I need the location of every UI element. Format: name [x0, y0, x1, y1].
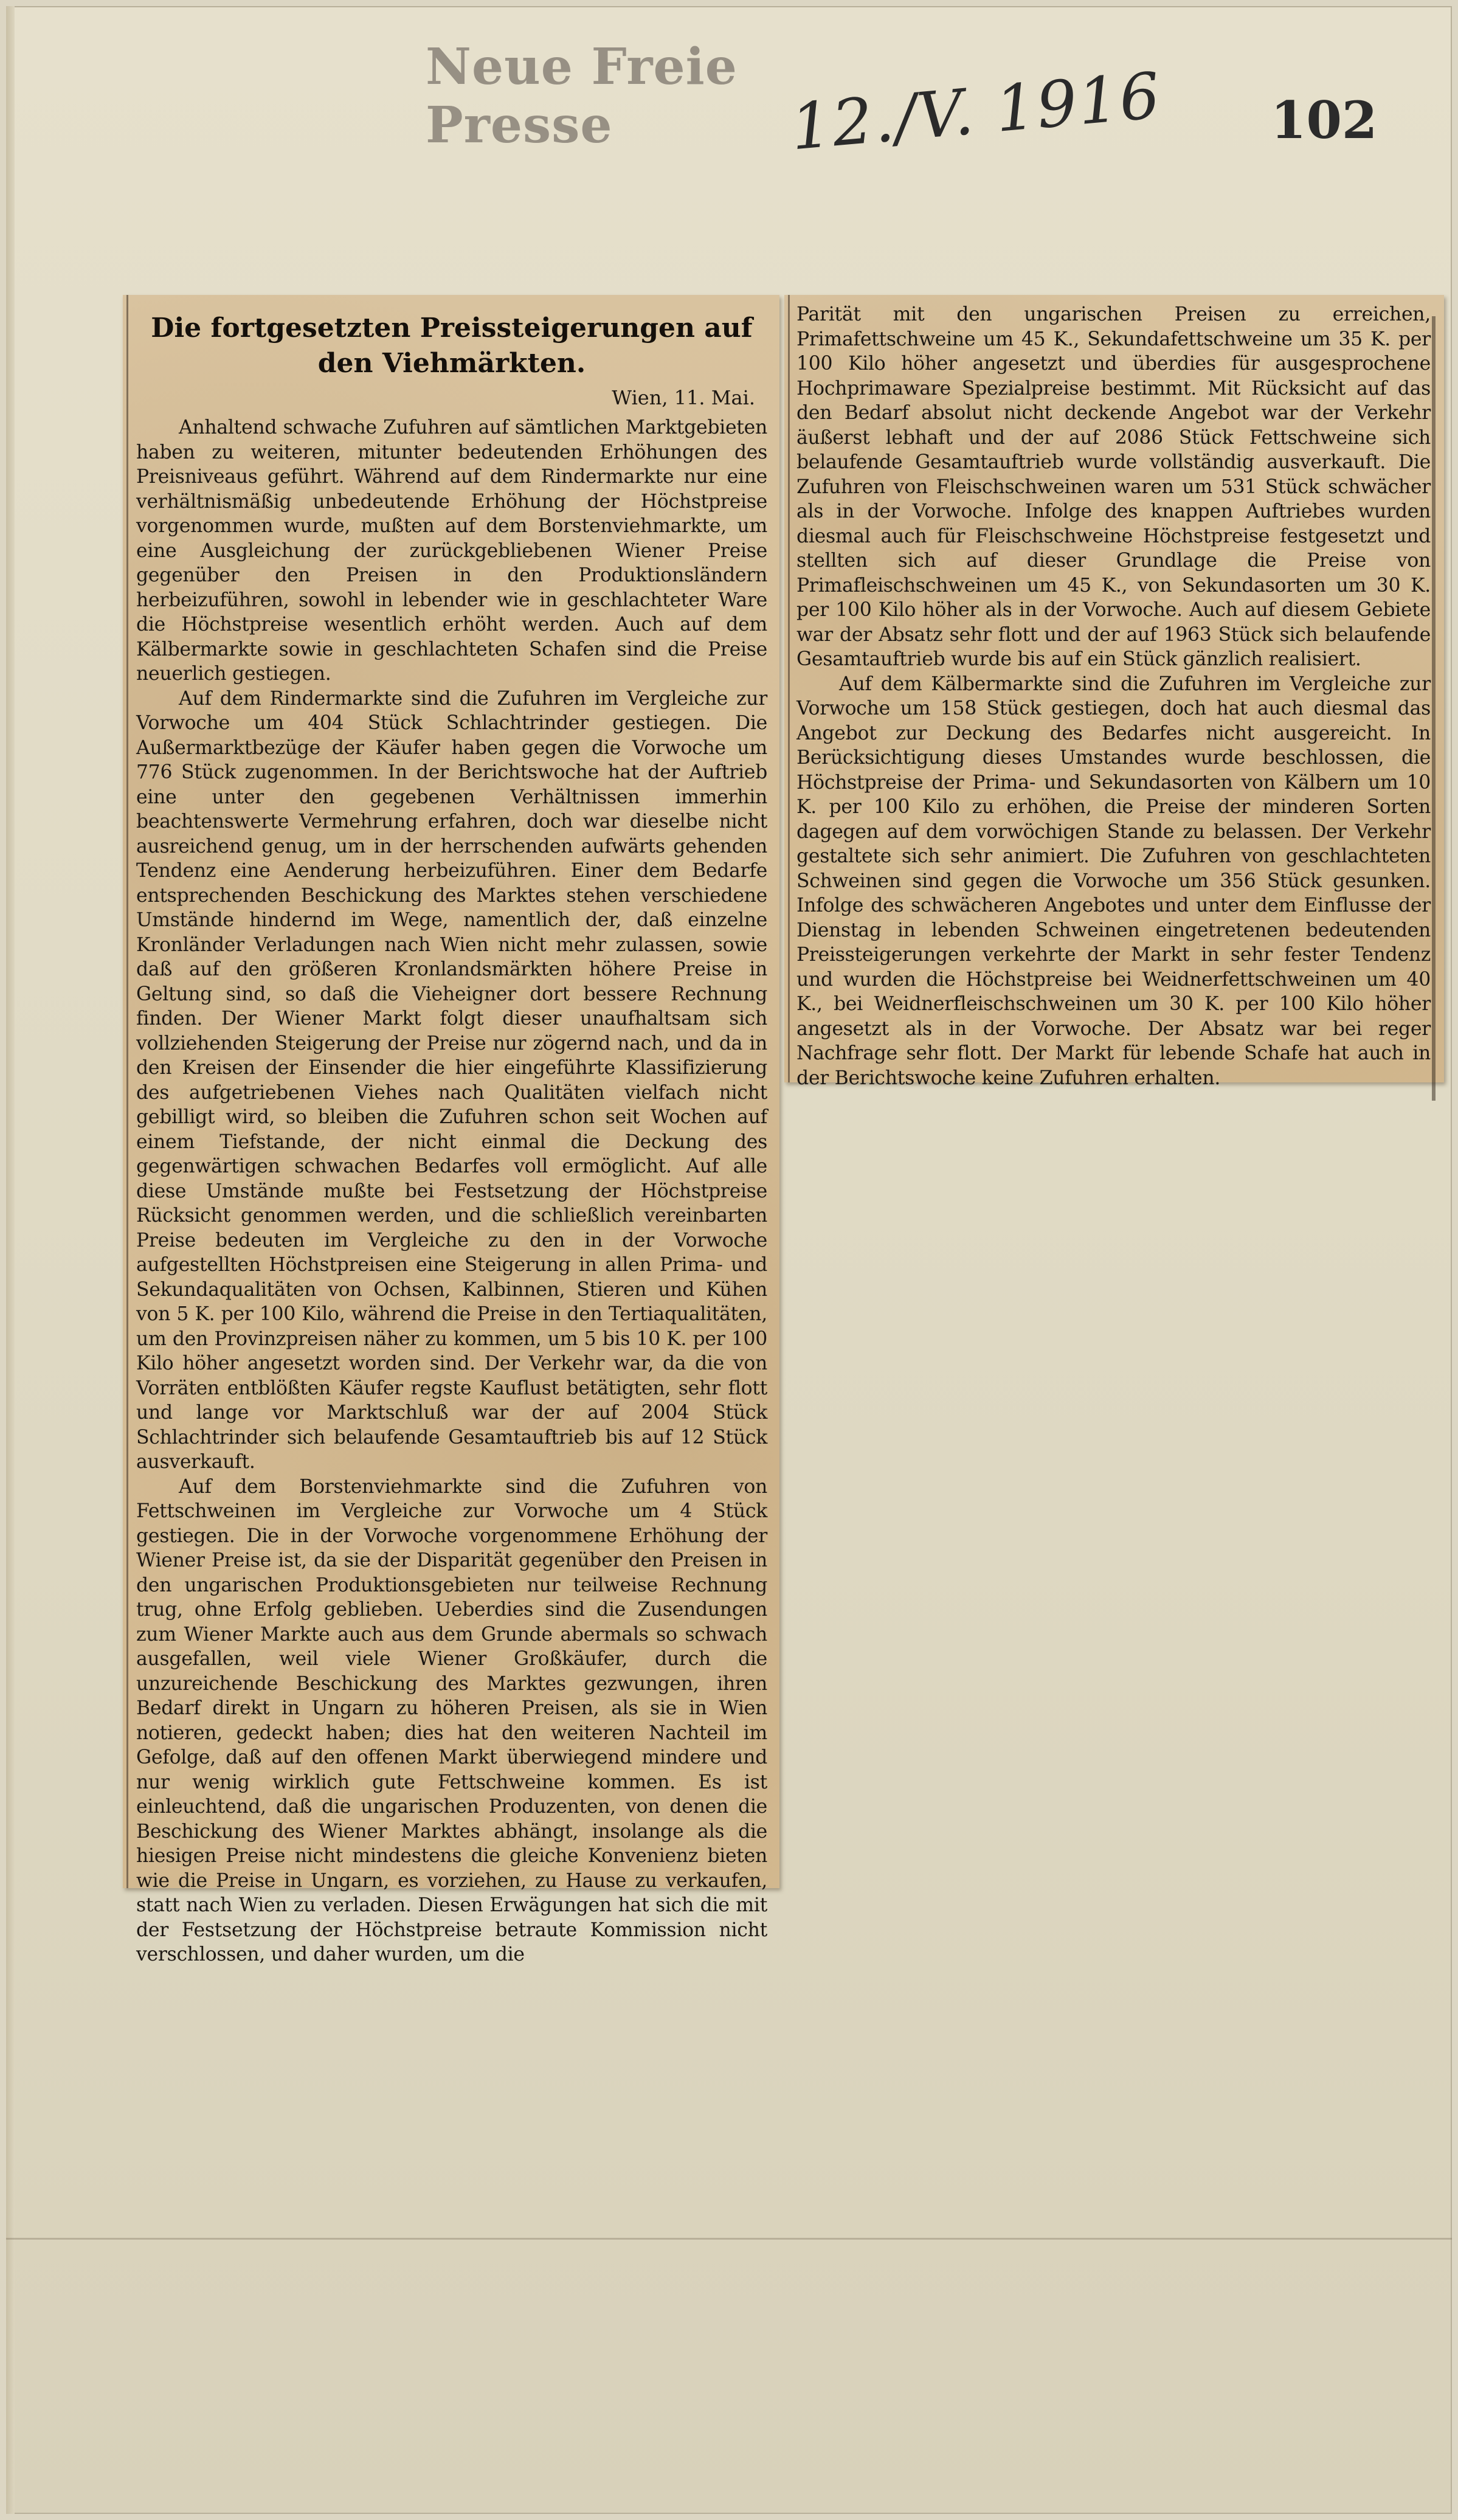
clipping-shadow-edge	[1432, 316, 1436, 1101]
article-paragraph: Auf dem Kälbermarkte sind die Zufuhren im Vergleiche zur Vorwoche um 158 Stück gestiegen, doch hat auch diesmal das Angebot zur Deckung des Bedarfes nicht ausgereicht. In Berücksichtigung dieses Umstandes wurde beschlossen, die Höchstpreise der Prima- und Sekundasorten von Kälbern um 10 K. per 100 Kilo zu erhöhen, die Preise der minderen Sorten dagegen auf dem vorwöchigen Stande zu belassen. Der Verkehr gestaltete sich sehr animiert. Die Zufuhren von geschlachteten Schweinen sind gegen die Vorwoche um 356 Stück gesunken. Infolge des schwächeren Angebotes und unter dem Einflusse der Dienstag in lebenden Schweinen eingetretenen bedeutenden Preissteigerungen verkehrte der Markt in sehr fester Tendenz und wurden die Höchstpreise bei Weidnerfettschweinen um 40 K., bei Weidnerfleischschweinen um 30 K. per 100 Kilo höher angesetzt als in der Vorwoche. Der Absatz war bei reger Nachfrage sehr flott. Der Markt für lebende Schafe hat auch in der Berichtswoche keine Zufuhren erhalten.	[796, 673, 1431, 1089]
article-paragraph: Anhaltend schwache Zufuhren auf sämtlichen Marktgebieten haben zu weiteren, mitunter bedeutenden Erhöhungen des Preisniveaus geführt. Während auf dem Rindermarkte nur eine verhältnismäßig unbedeutende Erhöhung der Höchstpreise vorgenommen wurde, mußten auf dem Borstenviehmarkte, um eine Ausgleichung der zurückgebliebenen Wiener Preise gegenüber den Preisen in den Produktionsländern herbeizuführen, sowohl in lebender wie in geschlachteter Ware die Höchstpreise wesentlich erhöht werden. Auch auf dem Kälbermarkte sowie in geschlachteten Schafen sind die Preise neuerlich gestiegen.	[136, 417, 767, 685]
newspaper-stamp: Neue Freie Presse	[426, 38, 738, 154]
board-fold-line	[6, 2238, 1452, 2240]
page-number: 102	[1271, 90, 1378, 150]
article-paragraph: Auf dem Rindermarkte sind die Zufuhren im Vergleiche zur Vorwoche um 404 Stück Schlachtrinder gestiegen. Die Außermarktbezüge der Käufer haben gegen die Vorwoche um 776 Stück zugenommen. In der Berichtswoche hat der Auftrieb eine unter den gegebenen Verhältnissen immerhin beachtenswerte Vermehrung erfahren, doch war dieselbe nicht ausreichend genug, um in der herrschenden aufwärts gehenden Tendenz eine Aenderung herbeizuführen. Einer dem Bedarfe entsprechenden Beschickung des Marktes stehen verschiedene Umstände hindernd im Wege, namentlich der, daß einzelne Kronländer Verladungen nach Wien nicht mehr zulassen, sowie daß auf den größeren Kronlandsmärkten höhere Preise in Geltung sind, so daß die Vieheigner dort bessere Rechnung finden. Der Wiener Markt folgt dieser unaufhaltsam sich vollziehenden Steigerung der Preise nur zögernd nach, und da in den Kreisen der Einsender die hier eingeführte Klassifizierung des aufgetriebenen Viehes nach Qualitäten vielfach nicht gebilligt wird, so bleiben die Zufuhren schon seit Wochen auf einem Tiefstande, der nicht einmal die Deckung des gegenwärtigen schwachen Bedarfes voll ermöglicht. Auf alle diese Umstände mußte bei Festsetzung der Höchstpreise Rücksicht genommen werden, und die schließlich vereinbarten Preise bedeuten im Vergleiche zu den in der Vorwoche aufgestellten Höchstpreisen eine Steigerung in allen Prima- und Sekundaqualitäten von Ochsen, Kalbinnen, Stieren und Kühen von 5 K. per 100 Kilo, während die Preise in den Tertiaqualitäten, um den Provinzpreisen näher zu kommen, um 5 bis 10 K. per 100 Kilo höher angesetzt worden sind. Der Verkehr war, da die von Vorräten entblößten Käufer regste Kauflust betätigten, sehr flott und lange vor Marktschluß war der auf 2004 Stück Schlachtrinder sich belaufende Gesamtauftrieb bis auf 12 Stück ausverkauft.	[136, 687, 767, 1473]
article-paragraph: Auf dem Borstenviehmarkte sind die Zufuhren von Fettschweinen im Vergleiche zur Vorwoche um 4 Stück gestiegen. Die in der Vorwoche vorgenommene Erhöhung der Wiener Preise ist, da sie der Disparität gegenüber den Preisen in den ungarischen Produktionsgebieten nur teilweise Rechnung trug, ohne Erfolg geblieben. Ueberdies sind die Zusendungen zum Wiener Markte auch aus dem Grunde abermals so schwach ausgefallen, weil viele Wiener Großkäufer, durch die unzureichende Beschickung des Marktes gezwungen, ihren Bedarf direkt in Ungarn zu höheren Preisen, als sie in Wien notieren, gedeckt haben; dies hat den weiteren Nachteil im Gefolge, daß auf den offenen Markt überwiegend mindere und nur wenig wirklich gute Fettschweine kommen. Es ist einleuchtend, daß die ungarischen Produzenten, von denen die Beschickung des Wiener Marktes abhängt, insolange als die hiesigen Preise nicht mindestens die gleiche Konvenienz bieten wie die Preise in Ungarn, es vorziehen, zu Hause zu verkaufen, statt nach Wien zu verladen. Diesen Erwägungen hat sich die mit der Festsetzung der Höchstpreise betraute Kommission nicht verschlossen, und daher wurden, um die	[136, 1475, 767, 1965]
handwritten-date: 12./V. 1916	[787, 58, 1164, 165]
clipping-left-column	[123, 295, 779, 1965]
clipping-right-column	[784, 295, 1444, 1089]
article-dateline: Wien, 11. Mai.	[612, 386, 755, 409]
article-paragraph: Parität mit den ungarischen Preisen zu erreichen, Primafettschweine um 45 K., Sekundafettschweine um 35 K. per 100 Kilo höher angesetzt und überdies für ausgesprochene Hochprimaware Spezialpreise bestimmt. Mit Rücksicht auf das den Bedarf absolut nicht deckende Angebot war der Verkehr äußerst lebhaft und der auf 2086 Stück Fettschweine sich belaufende Gesamtauftrieb wurde vollständig ausverkauft. Die Zufuhren von Fleischschweinen waren um 531 Stück schwächer als in der Vorwoche. Infolge des knappen Auftriebes wurden diesmal auch für Fleischschweine Höchstpreise festgesetzt und stellten sich auf dieser Grundlage die Preise von Primafleischschweinen um 45 K., von Sekundasorten um 30 K. per 100 Kilo höher als in der Vorwoche. Auch auf diesem Gebiete war der Absatz sehr flott und der auf 1963 Stück sich belaufende Gesamtauftrieb wurde bis auf ein Stück gänzlich realisiert.	[796, 303, 1431, 670]
board-left-edge	[6, 6, 15, 2514]
article-headline: Die fortgesetzten Preissteigerungen auf den Viehmärkten.	[151, 313, 753, 379]
